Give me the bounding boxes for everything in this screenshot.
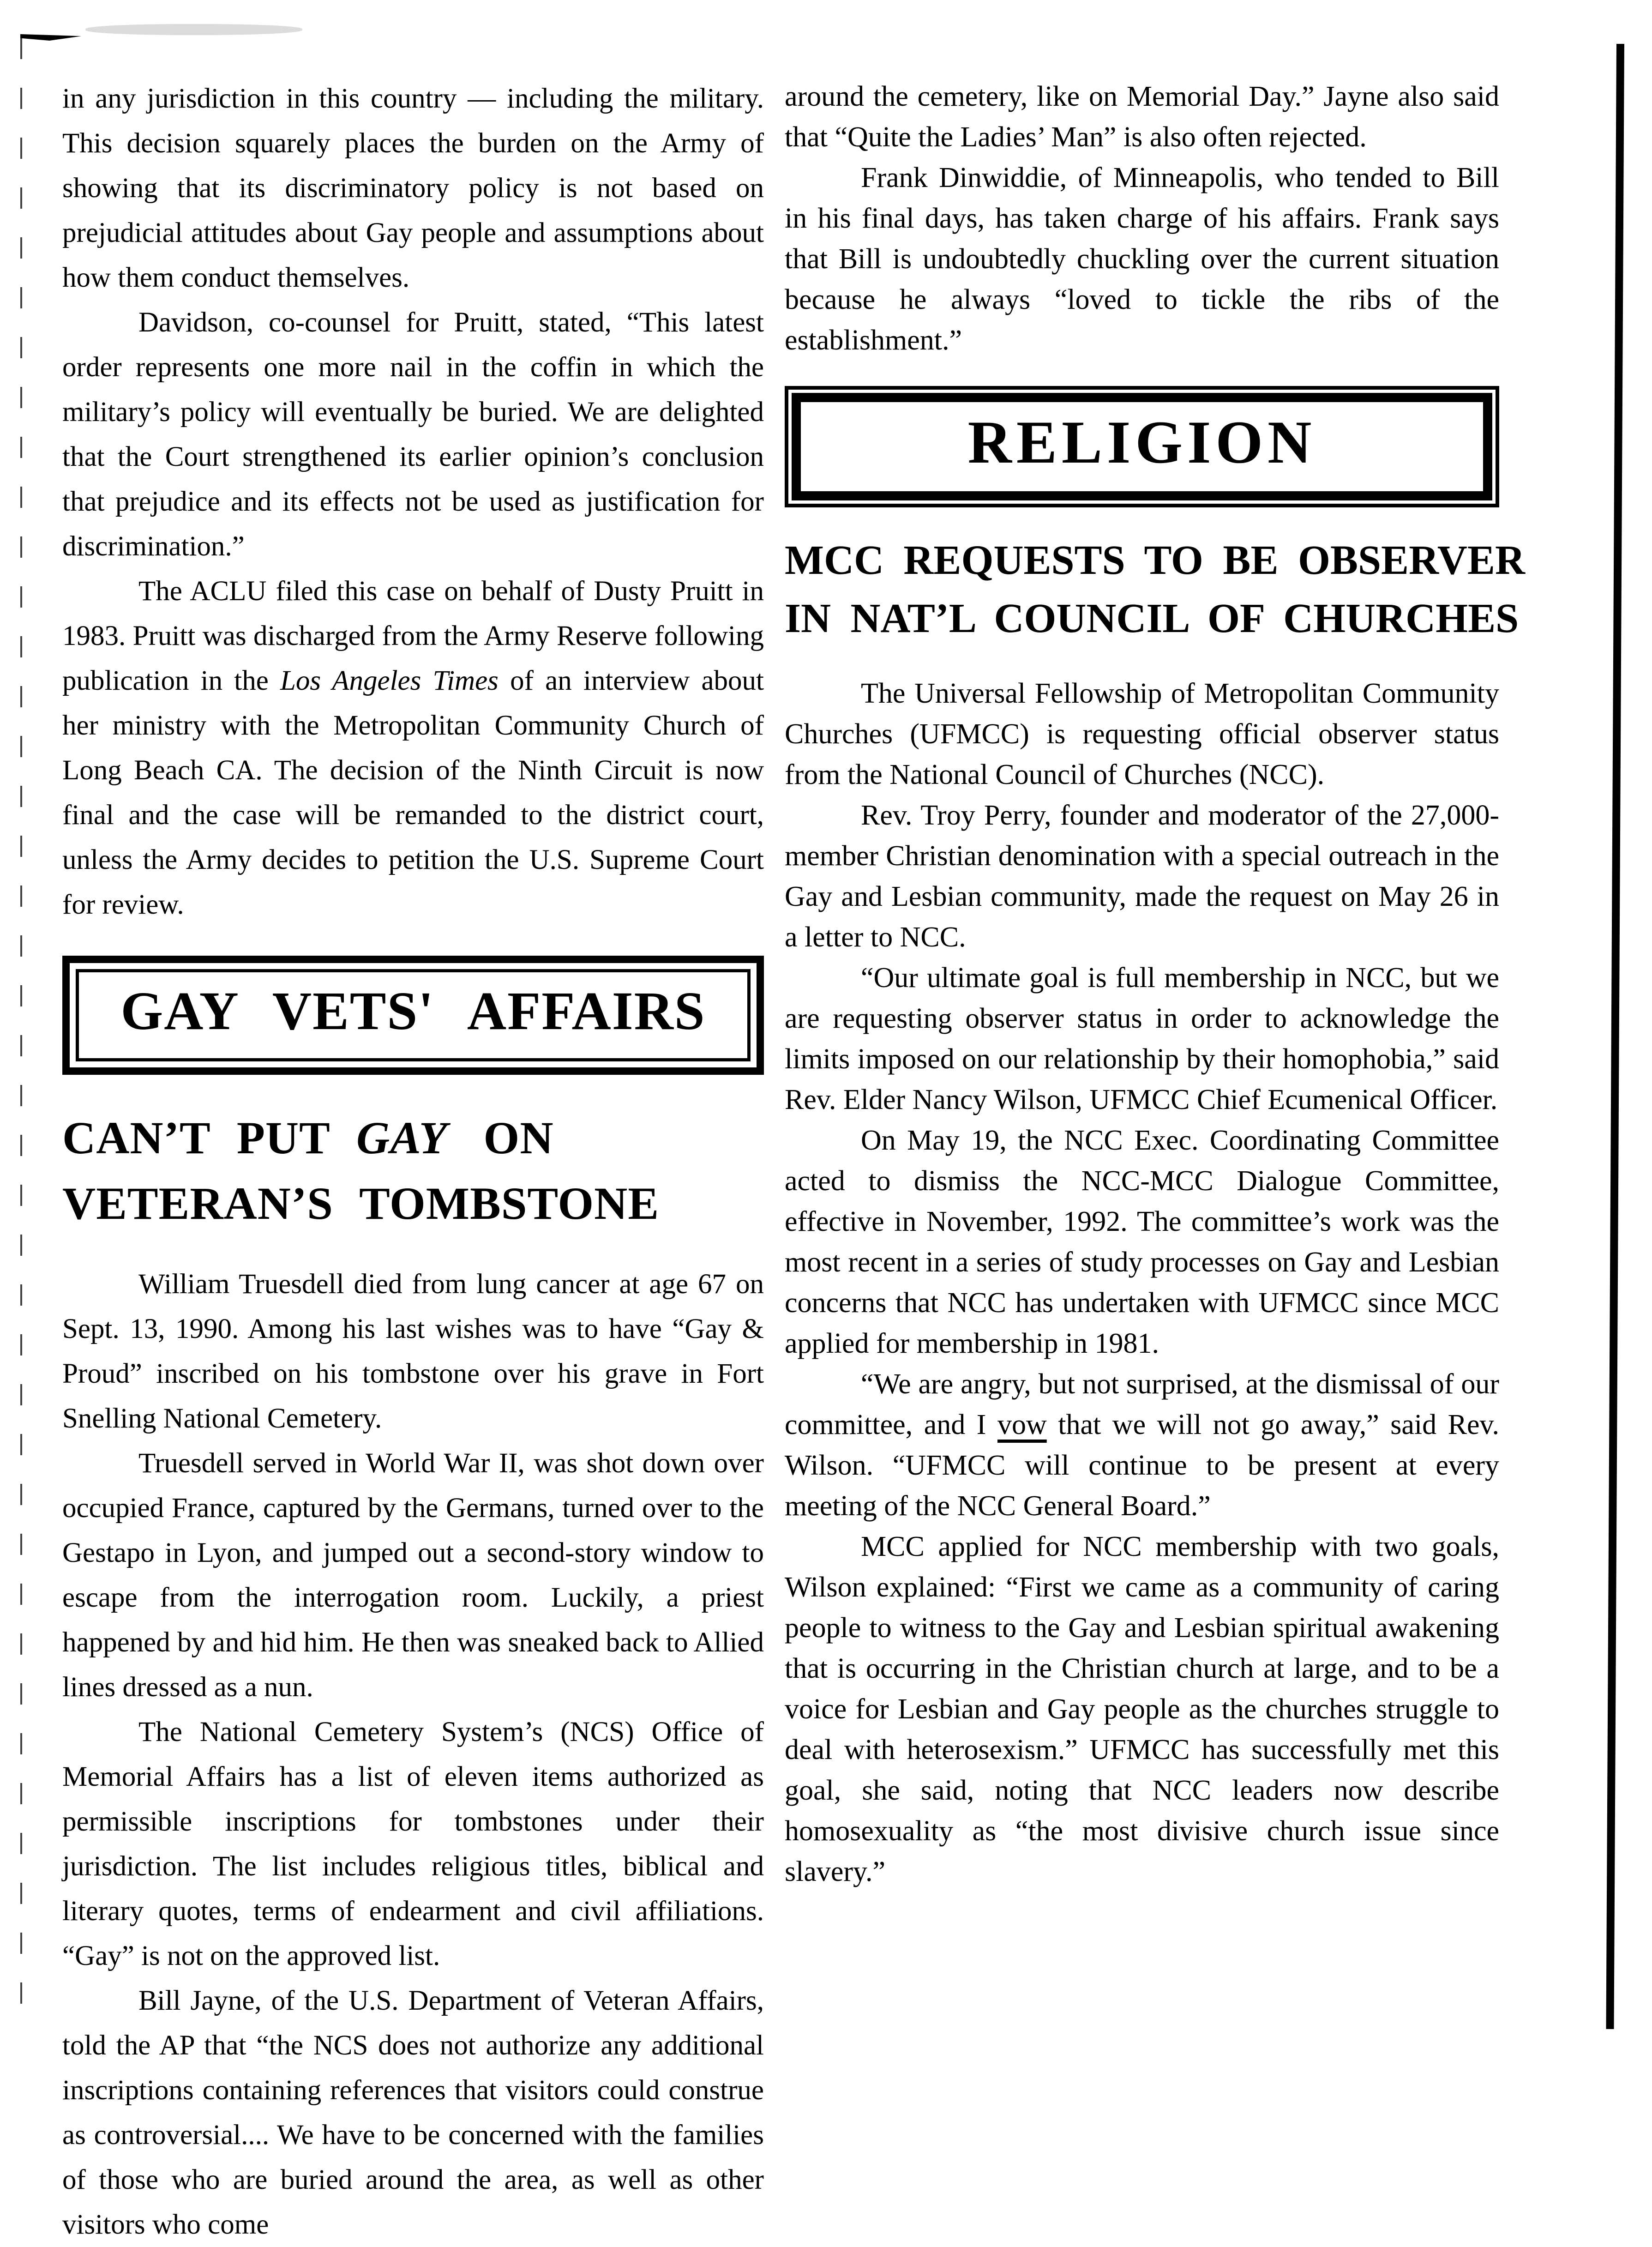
- text-segment: On May 19, the NCC Exec. Coordinating Committee acted to dismiss the NCC-MCC Dialogue Committee, effective in November, 1992. The committee’s work was the most recent in a series of study processes on Gay and Lesbian concerns that NCC has undertaken with UFMCC since MCC applied for membership in 1981.: [785, 1125, 1499, 1359]
- heading-line-1: [62, 1105, 764, 1171]
- text-segment: CAN’T PUT: [62, 1112, 357, 1163]
- heading-line-1: MCC REQUESTS TO BE OBSERVER: [785, 537, 1525, 583]
- paragraph: [785, 1120, 1499, 1364]
- text-segment: “Our ultimate goal is full membership in NCC, but we are requesting observer status in order to acknowledge the limits imposed on our relationship by their homophobia,” said Rev. Elder Nancy Wilson, UFMCC Chief Ecumenical Officer.: [785, 962, 1499, 1115]
- text-segment: GAY: [356, 1112, 448, 1163]
- heading-line-2: IN NAT’L COUNCIL OF CHURCHES: [785, 596, 1519, 641]
- section-box-inner-border: [76, 969, 751, 1061]
- text-segment: Rev. Troy Perry, founder and moderator of the 27,000-member Christian denomination with a special outreach in the Gay and Lesbian community, made the request on May 26 in a letter to NCC.: [785, 800, 1499, 953]
- paragraph: [785, 673, 1499, 795]
- heading-line-2: VETERAN’S TOMBSTONE: [62, 1178, 660, 1229]
- paragraph: [62, 1710, 764, 1978]
- left-column: [62, 76, 764, 2247]
- paragraph: [62, 76, 764, 300]
- paragraph: [785, 76, 1499, 157]
- text-segment: Davidson, co-counsel for Pruitt, stated, “This latest order represents one more nail in the coffin in which the military’s policy will eventually be buried. We are delighted that the Court strengthened its earlier opinion’s conclusion that prejudice and its effects not be used as justification for discrimination.”: [62, 307, 764, 562]
- text-segment: Truesdell served in World War II, was shot down over occupied France, captured by the Germans, turned over to the Gestapo in Lyon, and jumped out a second-story window to escape from the interrogation room. Luckily, a priest happened by and hid him. He then was sneaked back to Allied lines dressed as a nun.: [62, 1448, 764, 1703]
- paragraph: [785, 958, 1499, 1120]
- text-segment: ON: [483, 1112, 554, 1163]
- text-segment: The ACLU filed this case on behalf of Dusty Pruitt in 1983. Pruitt was discharged from the Army Reserve following publication in the: [62, 576, 764, 696]
- section-title-gay-vets-affairs: GAY VETS' AFFAIRS: [120, 981, 706, 1041]
- paragraph: [62, 1262, 764, 1441]
- scan-artifact-left-margin-dashed-line: [20, 38, 22, 2005]
- text-segment: that we will not go away,” said Rev. Wilson. “UFMCC will continue to be present at every meeting of the NCC General Board.”: [785, 1409, 1499, 1522]
- scan-artifact-corner-mark: [20, 34, 81, 41]
- text-segment: MCC applied for NCC membership with two goals, Wilson explained: “First we came as a community of caring people to witness to the Gay and Lesbian spiritual awakening that is occurring in the Christian church at large, and to be a voice for Lesbian and Gay people as the churches struggle to deal with heterosexism.” UFMCC has successfully met this goal, she said, noting that NCC leaders now describe homosexuality as “the most divisive church issue since slavery.”: [785, 1531, 1499, 1887]
- article-continuation-military-case: [62, 76, 764, 927]
- text-segment: The National Cemetery System’s (NCS) Office of Memorial Affairs has a list of eleven items authorized as permissible inscriptions for tombstones under their jurisdiction. The list includes religious titles, biblical and literary quotes, terms of endearment and civil affiliations. “Gay” is not on the approved list.: [62, 1717, 764, 1971]
- paragraph: [785, 1364, 1499, 1526]
- text-segment: vow: [997, 1409, 1047, 1440]
- article-body-tombstone: [62, 1262, 764, 2247]
- text-segment: The Universal Fellowship of Metropolitan Community Churches (UFMCC) is requesting official observer status from the National Council of Churches (NCC).: [785, 678, 1499, 790]
- paragraph: [785, 795, 1499, 958]
- section-box-inner-border: [792, 393, 1492, 500]
- text-segment: around the cemetery, like on Memorial Day.” Jayne also said that “Quite the Ladies’ Man” is also often rejected.: [785, 81, 1499, 153]
- section-box-religion: [785, 386, 1499, 507]
- scan-artifact-top-smudge: [85, 24, 302, 35]
- text-segment: Los Angeles Times: [280, 665, 499, 696]
- section-box-gay-vets-affairs: [62, 956, 764, 1075]
- scan-artifact-page-edge-line: [1606, 44, 1624, 2029]
- text-segment: William Truesdell died from lung cancer at age 67 on Sept. 13, 1990. Among his last wishes was to have “Gay & Proud” inscribed on his tombstone over his grave in Fort Snelling National Cemetery.: [62, 1269, 764, 1434]
- text-segment: in any jurisdiction in this country — including the military. This decision squarely places the burden on the Army of showing that its discriminatory policy is not based on prejudicial attitudes about Gay people and assumptions about how them conduct themselves.: [62, 83, 764, 293]
- article-continuation-cemetery: [785, 76, 1499, 361]
- article-body-mcc-ncc: [785, 673, 1499, 1892]
- paragraph: [785, 157, 1499, 361]
- section-title-religion: RELIGION: [967, 408, 1316, 476]
- paragraph: [62, 1441, 764, 1710]
- paragraph: [62, 569, 764, 927]
- article-heading-cant-put-gay-on-tombstone: [62, 1105, 764, 1236]
- paragraph: [62, 300, 764, 569]
- text-segment: “We are angry, but not surprised, at the dismissal of our committee, and I: [785, 1368, 1499, 1440]
- paragraph: [62, 1978, 764, 2247]
- text-segment: Frank Dinwiddie, of Minneapolis, who tended to Bill in his final days, has taken charge of his affairs. Frank says that Bill is undoubtedly chuckling over the current situation because he always “loved to tickle the ribs of the establishment.”: [785, 162, 1499, 356]
- text-segment: of an interview about her ministry with the Metropolitan Community Church of Long Beach CA. The decision of the Ninth Circuit is now final and the case will be remanded to the district court, unless the Army decides to petition the U.S. Supreme Court for review.: [62, 665, 764, 920]
- article-heading-mcc-observer: [785, 531, 1525, 648]
- right-column: [785, 76, 1525, 1892]
- paragraph: [785, 1526, 1499, 1892]
- text-segment: Bill Jayne, of the U.S. Department of Veteran Affairs, told the AP that “the NCS does not authorize any additional inscriptions containing references that visitors could construe as controversial.... We have to be concerned with the families of those who are buried around the area, as well as other visitors who come: [62, 1985, 764, 2240]
